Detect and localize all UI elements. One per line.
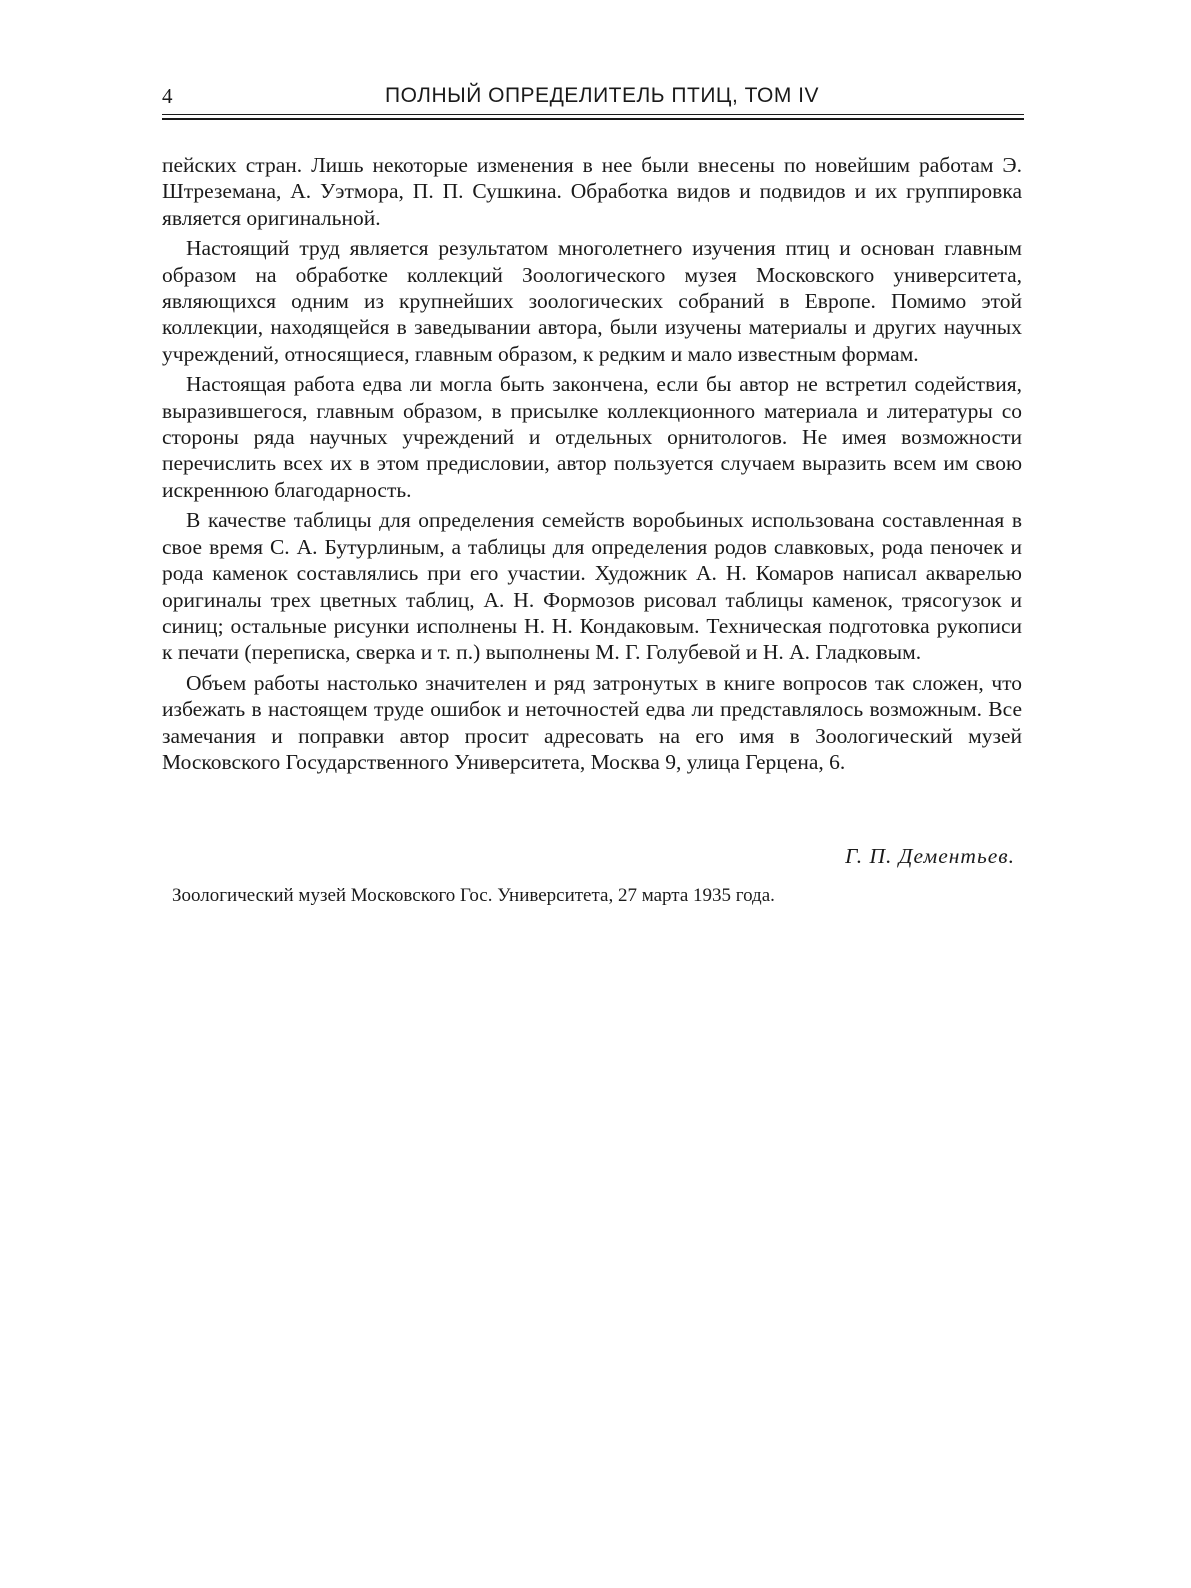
running-title: ПОЛНЫЙ ОПРЕДЕЛИТЕЛЬ ПТИЦ, ТОМ IV [384,84,820,107]
page-number: 4 [162,84,173,108]
paragraph-study-basis: Настоящий труд является результатом многолетнего изучения птиц и основан главным образом на обработке коллекций Зоологического музея Московского университета, являющихся одним из крупнейших зоологических собраний в Европе. Помимо этой коллекции, находящейся в заведывании автора, были изучены материалы и других научных учреждений, относящиеся, главным образом, к редким и мало известным формам. [162,236,1022,366]
paragraph-tables-and-illustrations: В качестве таблицы для определения семейств воробьиных использована составленная в свое время С. А. Бутурлиным, а таблицы для определения родов славковых, рода пеночек и рода каменок составлялись при его участии. Художник А. Н. Комаров написал акварелью оригиналы трех цветных таблиц, А. Н. Формозов рисовал таблицы каменок, трясогузок и синиц; остальные рисунки исполнены Н. Н. Кондаковым. Техническая подготовка рукописи к печати (переписка, сверка и т. п.) выполнены М. Г. Голубевой и Н. А. Гладковым. [162,508,1022,665]
paragraph-corrections-request: Объем работы настолько значителен и ряд затронутых в книге вопросов так сложен, что избежать в настоящем труде ошибок и неточностей едва ли представлялось возможным. Все замечания и поправки автор просит адресовать на его имя в Зоологический музей Московского Государственного Университета, Москва 9, улица Герцена, 6. [162,670,1022,774]
running-head [162,80,1024,114]
dateline: Зоологический музей Московского Гос. Университета, 27 марта 1935 года. [172,885,775,906]
body-text [162,152,1022,779]
header-rule-thin [162,114,1024,115]
header-rule-thick [162,118,1024,120]
paragraph-continuation: пейских стран. Лишь некоторые изменения в нее были внесены по новейшим работам Э. Штреземана, А. Уэтмора, П. П. Сушкина. Обработка видов и подвидов и их группировка является оригинальной. [162,153,1022,230]
paragraph-acknowledgements: Настоящая работа едва ли могла быть закончена, если бы автор не встретил содействия, выразившегося, главным образом, в присылке коллекционного материала и литературы со стороны ряда научных учреждений и отдельных орнитологов. Не имея возможности перечислить всех их в этом предисловии, автор пользуется случаем выразить всем им свою искреннюю благодарность. [162,372,1022,502]
author-signature: Г. П. Дементьев. [845,844,1015,868]
